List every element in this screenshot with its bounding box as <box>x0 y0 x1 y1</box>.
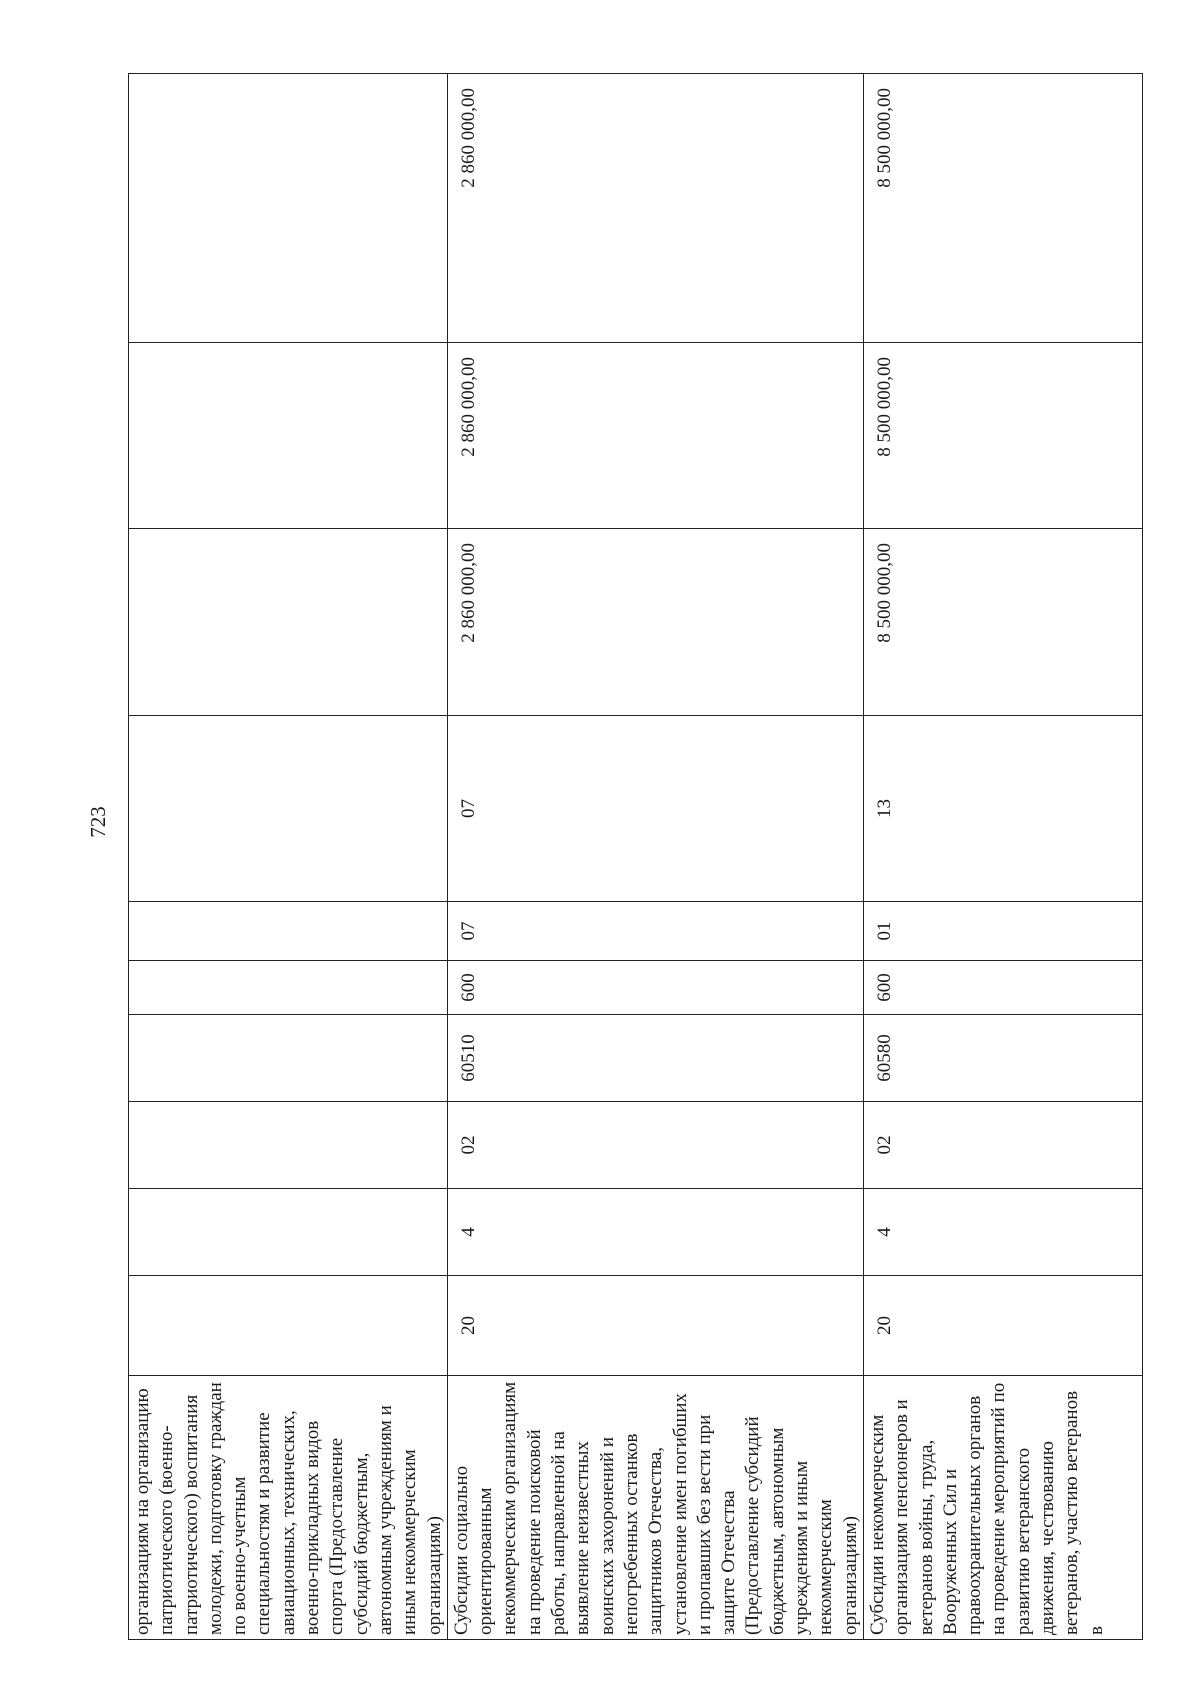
amount-cell: 2 860 000,00 <box>447 343 863 529</box>
amount-cell: 2 860 000,00 <box>447 74 863 343</box>
code-cell: 13 <box>863 716 1142 902</box>
code-cell <box>129 961 448 1015</box>
code-cell: 20 <box>447 1276 863 1376</box>
amount-cell: 2 860 000,00 <box>447 529 863 716</box>
amount-cell <box>129 343 448 529</box>
page-number: 723 <box>86 806 110 838</box>
code-cell: 4 <box>447 1189 863 1276</box>
code-cell: 600 <box>447 961 863 1015</box>
rotated-table <box>128 73 1107 1640</box>
row-description: Субсидии социально ориентированным некоммерческим организациям на проведение поисковой работы, направленной на выявление неизвестных воинских захоронений и непогребенных останков защитников Отечества, установление имен погибших и пропавших без вести при защите Отечества (Предоставление субсидий бюджетным, автономным учреждениям и иным некоммерческим организациям) <box>447 1376 863 1640</box>
amount-cell <box>129 74 448 343</box>
row-description: организациям на организацию патриотического (военно-патриотического) воспитания молодежи, подготовку граждан по военно-учетным специальностям и развитие авиационных, технических, военно-прикладных видов спорта (Предоставление субсидий бюджетным, автономным учреждениям и иным некоммерческим организациям) <box>129 1376 448 1640</box>
amount-cell: 8 500 000,00 <box>863 343 1142 529</box>
budget-table <box>128 73 1143 1640</box>
amount-cell: 8 500 000,00 <box>863 529 1142 716</box>
code-cell: 60580 <box>863 1015 1142 1102</box>
code-cell <box>129 1276 448 1376</box>
code-cell: 02 <box>447 1102 863 1189</box>
code-cell <box>129 1189 448 1276</box>
amount-cell: 8 500 000,00 <box>863 74 1142 343</box>
row-description: Субсидии некоммерческим организациям пенсионеров и ветеранов войны, труда, Вооруженных Сил и правоохранительных органов на проведение мероприятий по развитию ветеранского движения, чествованию ветеранов, участию ветеранов в <box>863 1376 1142 1640</box>
table-row <box>863 74 1142 1640</box>
table-row <box>447 74 863 1640</box>
code-cell: 07 <box>447 716 863 902</box>
code-cell: 60510 <box>447 1015 863 1102</box>
code-cell: 01 <box>863 902 1142 961</box>
code-cell: 07 <box>447 902 863 961</box>
code-cell: 02 <box>863 1102 1142 1189</box>
code-cell: 4 <box>863 1189 1142 1276</box>
table-row <box>129 74 448 1640</box>
code-cell <box>129 1102 448 1189</box>
code-cell <box>129 716 448 902</box>
code-cell: 20 <box>863 1276 1142 1376</box>
amount-cell <box>129 529 448 716</box>
code-cell <box>129 1015 448 1102</box>
code-cell: 600 <box>863 961 1142 1015</box>
code-cell <box>129 902 448 961</box>
